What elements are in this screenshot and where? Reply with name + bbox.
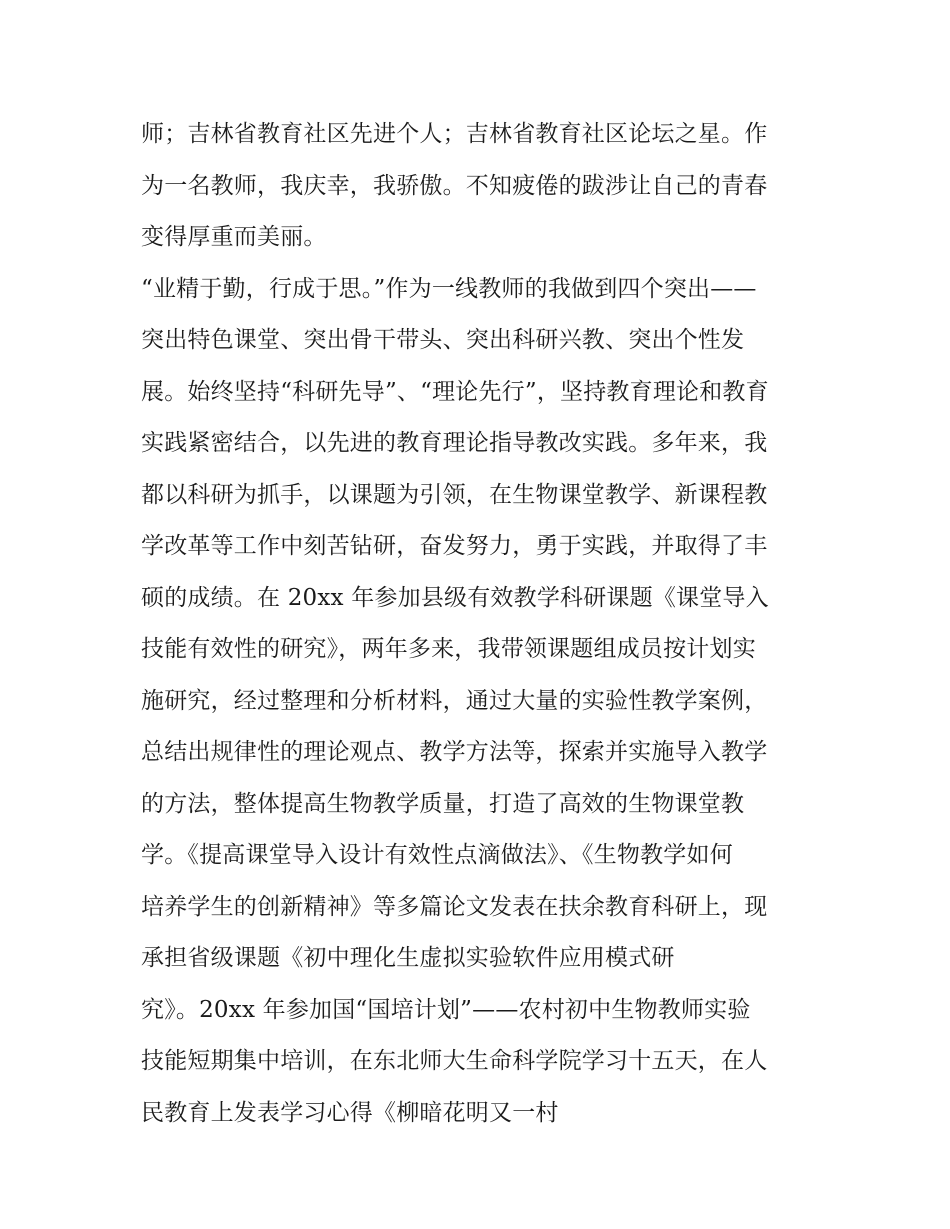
text-line: 学。《提高课堂导入设计有效性点滴做法》、《生物教学如何 — [141, 842, 733, 868]
text-line: 硕的成绩。在 20xx 年参加县级有效教学科研课题《课堂导入 — [141, 584, 769, 611]
text-line: 学改革等工作中刻苦钻研，奋发努力，勇于实践，并取得了丰 — [141, 533, 768, 559]
text-line: 培养学生的创新精神》等多篇论文发表在扶余教育科研上，现 — [141, 893, 768, 920]
text-line: 的方法，整体提高生物教学质量，打造了高效的生物课堂教 — [141, 790, 745, 817]
text-line: 施研究，经过整理和分析材料，通过大量的实验性教学案例， — [141, 687, 768, 714]
text-line: 师；吉林省教育社区先进个人；吉林省教育社区论坛之星。作 — [141, 121, 768, 147]
text-line: 总结出规律性的理论观点、教学方法等，探索并实施导入教学 — [141, 739, 768, 765]
text-line: 展。始终坚持“科研先导”、“理论先行”，坚持教育理论和教育 — [141, 378, 769, 405]
text-line: “业精于勤，行成于思。”作为一线教师的我做到四个突出—— — [141, 275, 757, 302]
body-text — [141, 109, 821, 1139]
text-line: 都以科研为抓手，以课题为引领，在生物课堂教学、新课程教 — [141, 481, 768, 508]
text-line: 民教育上发表学习心得《柳暗花明又一村 — [141, 1099, 559, 1126]
text-line: 技能有效性的研究》，两年多来，我带领课题组成员按计划实 — [141, 636, 756, 662]
text-line: 究》。20xx 年参加国“国培计划”——农村初中生物教师实验 — [141, 996, 751, 1023]
text-line: 实践紧密结合，以先进的教育理论指导教改实践。多年来，我 — [141, 430, 768, 456]
text-line: 突出特色课堂、突出骨干带头、突出科研兴教、突出个性发 — [141, 327, 745, 353]
text-line: 承担省级课题《初中理化生虚拟实验软件应用模式研 — [141, 945, 675, 971]
text-line: 技能短期集中培训，在东北师大生命科学院学习十五天，在人 — [141, 1048, 768, 1074]
text-line: 变得厚重而美丽。 — [141, 224, 327, 250]
text-line: 为一名教师，我庆幸，我骄傲。不知疲倦的跋涉让自己的青春 — [141, 172, 768, 199]
